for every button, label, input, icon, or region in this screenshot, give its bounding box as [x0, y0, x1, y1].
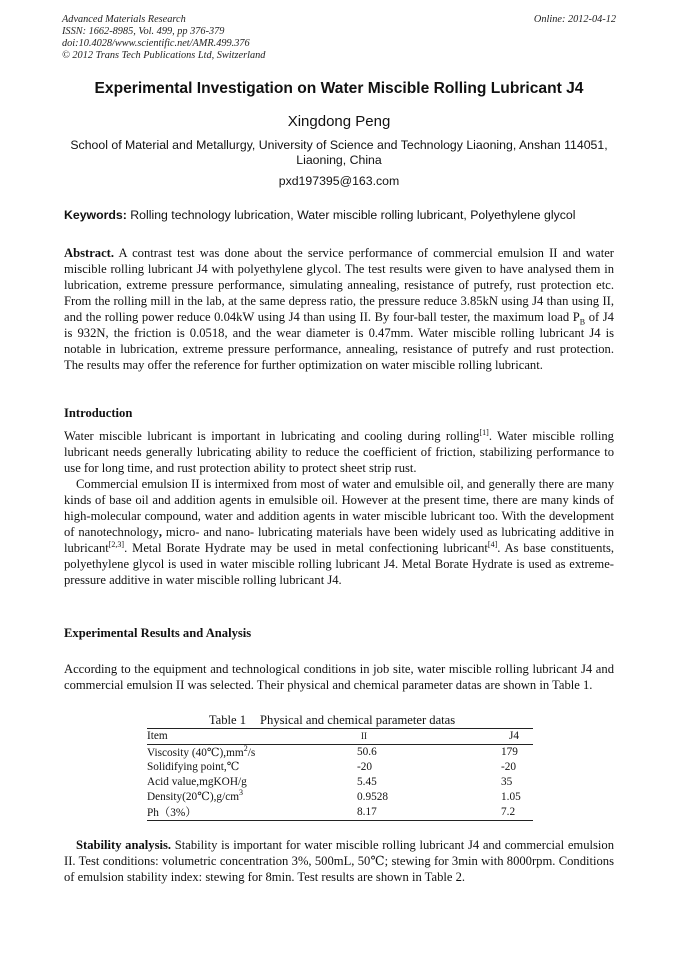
row-ii-value: -20: [357, 760, 373, 773]
abstract-label: Abstract.: [64, 246, 115, 260]
abstract-text-2: of J4 is 932N, the friction is 0.0518, and the wear diameter is 0.47mm. Water miscible rolling lubricant J4 is notable in lubrication, extreme pressure performance, annealing, resistance of putrefy and rust protection. The results may offer the reference for further optimization on water miscible rolling lubricant.: [64, 310, 614, 372]
row-j4-value: -20: [501, 760, 517, 773]
row-j4-value: 7.2: [501, 805, 516, 818]
table-label: Table 1: [208, 713, 247, 727]
paper-title: Experimental Investigation on Water Miscible Rolling Lubricant J4: [94, 80, 584, 97]
online-date: Online: 2012-04-12: [533, 14, 616, 25]
parameter-table: [147, 728, 533, 821]
table-header-row: [147, 729, 533, 745]
row-j4-value: 1.05: [501, 790, 521, 803]
copyright-line: © 2012 Trans Tech Publications Ltd, Switzerland: [62, 50, 266, 61]
table-row: [147, 760, 533, 775]
issn-line: ISSN: 1662-8985, Vol. 499, pp 376-379: [62, 26, 225, 37]
row-j4-value: 35: [501, 775, 513, 788]
citation-4: [4]: [487, 539, 498, 549]
row-ii-value: 8.17: [357, 805, 377, 818]
row-item: Viscosity $(40℃),mm^2/s$: [147, 743, 256, 759]
citation-2-3: [2,3]: [108, 539, 125, 549]
row-item: Ph（3%）: [147, 806, 197, 819]
table-caption: [0, 713, 678, 728]
abstract-text-1: A contrast test was done about the service performance of commercial emulsion II and water miscible rolling lubricant J4 with polyethylene glycol. The test results were given to have analysed them in lubrication, extreme pressure performance, simulating annealing, resistance of putrefy, rust protection etc. From the rolling mill in the lab, at the same depress ratio, the pressure reduce 3.85kN using J4 than using II, and the rolling power reduce 0.04kW using J4 than using II. By four-ball tester, the maximum load P: [64, 246, 614, 324]
table-row: [147, 774, 533, 789]
intro-p2-text-b: micro- and nano- lubricating materials have been widely used as lubricating additive in lubricant: [64, 525, 615, 555]
stability-label: Stability analysis.: [76, 838, 172, 852]
introduction-heading: Introduction: [64, 406, 133, 420]
row-ii-value: 50.6: [357, 746, 377, 759]
author-email: pxd197395@163.com: [278, 174, 400, 188]
header-item: Item: [147, 730, 168, 743]
journal-name: Advanced Materials Research: [62, 14, 186, 25]
intro-paragraph-1: [64, 428, 614, 476]
stability-paragraph: [64, 837, 614, 885]
doi-line: doi:10.4028/www.scientific.net/AMR.499.376: [62, 38, 250, 49]
intro-p1-text-b: . Water miscible rolling lubricant needs generally lubricating ability to reduce the coefficient of friction, stabilizing performance to use for long time, and rust protection ability to protect sheet strip rust.: [64, 429, 614, 475]
table-caption-text: Physical and chemical parameter datas: [260, 713, 456, 727]
results-heading: Experimental Results and Analysis: [64, 626, 252, 640]
table-row: [147, 789, 533, 804]
row-j4-value: 179: [501, 746, 518, 759]
results-paragraph: According to the equipment and technological conditions in job site, water miscible rolling lubricant J4 and commercial emulsion II was selected. Their physical and chemical parameter datas are shown in Table 1.: [64, 662, 614, 692]
intro-p2-text-a: Commercial emulsion II is intermixed from most of water and emulsible oil, and generally there are many kinds of base oil and addition agents in emulsible oil. However at the present time, there are many kinds of high-molecular compound, water and addition agents in water miscible lubricant too. With the development of nanotechnology: [64, 477, 614, 539]
citation-1: [1]: [479, 427, 489, 437]
keywords: [64, 208, 624, 222]
intro-p2-text-c: . Metal Borate Hydrate may be used in metal confectioning lubricant: [124, 541, 488, 555]
stability-text: Stability is important for water miscible rolling lubricant J4 and commercial emulsion II. Test conditions: volumetric concentration 3%, 500mL, 50℃; stewing for 3min with 8000rpm. Conditions of emulsion stability index: stewing for 8min. Test results are shown in Table 2.: [64, 838, 615, 884]
journal-meta: [62, 14, 265, 62]
row-item: $Density(20℃),g/cm^3$: [147, 788, 244, 804]
abstract-subscript: B: [579, 317, 586, 327]
row-item: Acid value,mgKOH/g: [147, 775, 247, 788]
header-j4: J4: [509, 730, 520, 743]
abstract: [64, 245, 614, 373]
row-ii-value: 5.45: [357, 775, 377, 788]
affiliation: School of Material and Metallurgy, University of Science and Technology Liaoning, Anshan 114051, Liaoning, China: [70, 138, 608, 167]
intro-paragraph-2: [64, 476, 614, 588]
table-row: [147, 744, 533, 759]
intro-p2-text-d: . As base constituents, polyethylene glycol is used in water miscible rolling lubricant J4. Metal Borate Hydrate is used as extreme-pressure additive in water miscible rolling lubricant J4.: [64, 541, 614, 587]
introduction-body: [64, 428, 614, 588]
row-item: Solidifying point,℃: [147, 761, 240, 774]
intro-p2-comma: ,: [158, 525, 162, 539]
keywords-label: Keywords:: [64, 208, 127, 222]
author-name: Xingdong Peng: [287, 113, 391, 130]
row-ii-value: 0.9528: [357, 790, 389, 803]
intro-p1-text-a: Water miscible lubricant is important in lubricating and cooling during rolling: [64, 429, 480, 443]
keywords-text: Rolling technology lubrication, Water miscible rolling lubricant, Polyethylene glycol: [130, 208, 576, 222]
header-ii: II: [361, 731, 367, 742]
table-row: [147, 804, 533, 821]
